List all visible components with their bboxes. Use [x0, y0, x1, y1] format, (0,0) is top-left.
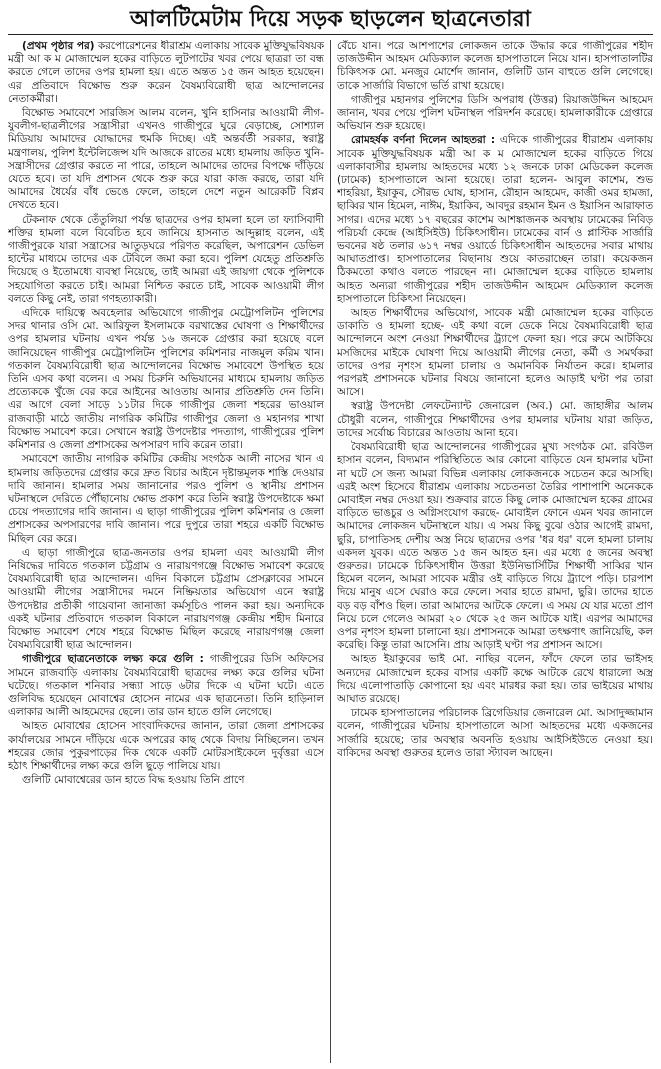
article-paragraph	[337, 707, 653, 760]
paragraph-text: করপোরেশনের ধীরাশ্রম এলাকায় সাবেক মুক্তিযুদ্ধবিষয়ক মন্ত্রী আ ক ম মোজাম্মেল হকের বাড়িতে লুটপাটের খবর পেয়ে ছাত্ররা তা বন্ধ করতে গেলে তাদের ওপর হামলা হয়। এতে অন্তত ১৫ জন আহত হয়েছেন। এর প্রতিবাদে বিক্ষোভ শুরু করেন বৈষম্যবিরোধী ছাত্র আন্দোলনের নেতাকর্মীরা।	[8, 40, 324, 105]
subheading: রোমহর্ষক বর্ণনা দিলেন আহতরা :	[351, 134, 496, 147]
right-column	[337, 40, 653, 1063]
article-paragraph	[337, 134, 653, 306]
paragraph-text: এদিকে গাজীপুরের ধীরাশ্রম এলাকায় সাবেক মুক্তিযুদ্ধবিষয়ক মন্ত্রী আ ক ম মোজাম্মেল হকের বাড়িতে গিয়ে এলাকাবাসীর হামলায় আহতদের মধ্যে ১২ জনকে ঢাকা মেডিকেল কলেজ (ঢামেক) হাসপাতালে আনা হয়েছে। তারা হলেন- আবুল কাশেম, শুভ শাহরিয়া, ইয়াকুব, সৌরভ ঘোষ, হাসান, রৌহান আহমেদ, কাজী ওমর হামজা, ছাব্বির খান হিমেল, নাঈম, ইয়াকিব, আবদুর রহমান ইমন ও ইয়াসিন আরাফাত সাগর। এদের মধ্যে ১৭ বছরের কাশেম আশঙ্কাজনক অবস্থায় ঢামেকের নিবিড় পরিচর্যা কেন্দ্রে (আইসিইউ) চিকিৎসাধীন। ঢামেকের বার্ন ও প্লাস্টিক সার্জারি ভবনের ষষ্ঠ তলার ৬১৭ নম্বর ওয়ার্ডে চিকিৎসাধীন আহতদের সবার মাথায় আঘাতপ্রাপ্ত। হাসপাতালের বিছানায় শুয়ে কাতরাচ্ছেন তারা। কয়েকজন ঠিকমতো কথাও বলতে পারছেন না। মোজাম্মেল হকের বাড়িতে হামলায় আহত অন্যরা গাজীপুরের শহীদ তাজউদ্দীন আহমেদ মেডিক্যাল কলেজ হাসপাতালে চিকিৎসা নিয়েছেন।	[337, 134, 653, 305]
article-paragraph	[337, 40, 653, 93]
article-paragraph	[8, 653, 324, 719]
article-paragraph	[337, 94, 653, 134]
paragraph-text: বৈষম্যবিরোধী ছাত্র আন্দোলনের গাজীপুরের মুখ্য সংগঠক মো. রবিউল হাসান বলেন, বিদ্যমান পরিস্থিতিতে আর কোনো বাড়িতে যেন হামলার ঘটনা না ঘটে সে জন্য আমরা বিভিন্ন এলাকায় লোকজনকে সচেতন করে আসছি। এরই অংশ হিসেবে ধীরাশ্রম এলাকায় সচেতনতা তৈরির পাশাপাশি অনেককে মোবাইল নম্বর দেওয়া হয়। শুক্রবার রাতে কিছু লোক মোজাম্মেল হকের গ্রামের বাড়িতে ভাঙচুর ও অগ্নিসংযোগ করছে- মোবাইল ফোনে এমন খবর জানালে আমাদের লোকজন ঘটনাস্থলে যায়। এ সময় কিছু বুঝে ওঠার আগেই রামদা, ছুরি, চাপাতিসহ দেশীয় অস্ত্র নিয়ে ছাত্রদের ওপর 'ধর ধর' বলে হামলা চালায় একদল যুবক। এতে অন্তত ১৫ জন আহত হন। এর মধ্যে ৫ জনের অবস্থা গুরুতর। ঢামেকে চিকিৎসাধীন উত্তরা ইউনিভার্সিটির শিক্ষার্থী সাব্বির খান হিমেল বলেন, আমরা সাবেক মন্ত্রীর ওই বাড়িতে গিয়ে ট্র্যাপে পড়ি। চারপাশ দিয়ে মানুষ এসে ঘেরাও করে ফেলে। সবার হাতে রামদা, ছুরি। তাদের হাতে বড় বড় বাঁশও ছিল। তারা আমাদের আটকে ফেলে। এ সময় যে যার মতো প্রাণ নিয়ে চলে গেলেও আমরা ২০ থেকে ২৫ জন আটকে যাই। এরপর আমাদের ওপর নৃশংস হামলা চালানো হয়। প্রশাসনকে আমরা তৎক্ষণাৎ জানিয়েছি, কল করেছি। কিন্তু তারা আসেনি। প্রায় আড়াই ঘণ্টা পর প্রশাসন আসে।	[337, 441, 653, 652]
paragraph-text: স্বরাষ্ট্র উপদেষ্টা লেফটেন্যান্ট জেনারেল (অব.) মো. জাহাঙ্গীর আলম চৌধুরী বলেন, গাজীপুরে শিক্ষার্থীদের ওপর হামলার ঘটনায় যারা জড়িত, তাদের সর্বোচ্চ বিচারের আওতায় আনা হবে।	[337, 400, 653, 439]
article-paragraph	[8, 214, 324, 306]
subheading: গাজীপুরে ছাত্রনেতাকে লক্ষ্য করে গুলি :	[22, 653, 204, 666]
paragraph-text: ঢামেক হাসপাতালের পরিচালক ব্রিগেডিয়ার জেনারেল মো. আসাদুজ্জামান বলেন, গাজীপুরের ঘটনায় হাসপাতালে আসা আহতদের মধ্যে একজনের সার্জারি হয়েছে; তার অবস্থার অবনতি হওয়ায় আইসিইউতে নেওয়া হয়। বাকিদের অবস্থা গুরুতর হলেও তারা স্ট্যাবল আছেন।	[337, 707, 653, 759]
paragraph-text: গুলিটি মোবাশ্বেরের ডান হাতে বিদ্ধ হওয়ায় তিনি প্রাণে	[22, 774, 245, 787]
article-paragraph	[8, 40, 324, 106]
column-divider	[330, 40, 331, 1063]
paragraph-text: এ ছাড়া গাজীপুরে ছাত্র-জনতার ওপর হামলা এবং আওয়ামী লীগ নিষিদ্ধের দাবিতে গতকাল চট্টগ্রাম ও নারায়ণগঞ্জে বিক্ষোভ সমাবেশ করেছে বৈষম্যবিরোধী ছাত্র আন্দোলন। এদিন বিকালে চট্টগ্রাম প্রেসক্লাবের সামনে আওয়ামী লীগের সন্ত্রাসীদের দমনে নিষ্ক্রিয়তার অভিযোগ এনে স্বরাষ্ট্র উপদেষ্টার প্রতীকী গায়েবানা জানাজা কর্মসূচিও পালন করা হয়। অন্যদিকে একই ঘটনার প্রতিবাদে গতকাল বিকালে নারায়ণগঞ্জ কেন্দ্রীয় শহীদ মিনারে বিক্ষোভ সমাবেশ শেষে শহরে বিক্ষোভ মিছিল করেছে নারায়ণগঞ্জ জেলা বৈষম্যবিরোধী ছাত্র আন্দোলন।	[8, 546, 324, 652]
paragraph-text: এদিকে দায়িত্বে অবহেলার অভিযোগে গাজীপুর মেট্রোপলিটন পুলিশের সদর থানার ওসি মো. আরিফুল ইসলামকে বরখাস্তের ঘোষণা ও শিক্ষার্থীদের ওপর হামলার ঘটনায় এখন পর্যন্ত ১৬ জনকে গ্রেপ্তার করা হয়েছে বলে জানিয়েছেন গাজীপুর মেট্রোপলিটন পুলিশের কমিশনার নাজমুল করিম খান। গতকাল বৈষম্যবিরোধী ছাত্র আন্দোলনের বিক্ষোভ সমাবেশে উপস্থিত হয়ে তিনি এসব কথা বলেন। এ সময় চিরুনি অভিযানের মাধ্যমে হামলায় জড়িত প্রত্যেককে খুঁজে বের করে আইনের আওতায় আনার প্রতিশ্রুতি দেন তিনি। এর আগে বেলা সাড়ে ১১টার দিকে গাজীপুর জেলা শহরের ভাওয়াল রাজবাড়ী মাঠে জাতীয় নাগরিক কমিটির গাজীপুর জেলা ও মহানগর শাখা বিক্ষোভ সমাবেশ করে। সেখানে স্বরাষ্ট্র উপদেষ্টার পদত্যাগ, গাজীপুরের পুলিশ কমিশনার ও জেলা প্রশাসকের অপসারণ দাবি করেন তারা।	[8, 307, 324, 452]
paragraph-text: টেকনাফ থেকে তেঁতুলিয়া পর্যন্ত ছাত্রদের ওপর হামলা হলে তা ফ্যাসিবাদী শক্তির হামলা বলে বিবেচিত হবে জানিয়ে হাসনাত আব্দুল্লাহ বলেন, এই গাজীপুরকে যারা সন্ত্রাসের আতুড়ঘরে পরিণত করেছিল, অপারেশন ডেভিল হান্টের মাধ্যমে তাদের এক টেবিলে জমা করা হবে। পুলিশ যেহেতু প্রতিশ্রুতি দিয়েছে ও ইতোমধ্যে ব্যবস্থা নিয়েছে, তাই আমরা এই জায়গা থেকে পুলিশকে সহযোগিতা করতে চাই। আমরা নিশ্চিত করতে চাই, সাবেক আওয়ামী লীগ বলতে কিছু নেই, তারা গণহত্যাকারী।	[8, 213, 324, 305]
article-paragraph	[8, 107, 324, 213]
paragraph-text: আহত মোবাশ্বের হোসেন সাংবাদিকদের জানান, তারা জেলা প্রশাসকের কার্যালয়ের সামনে দাঁড়িয়ে একে অপরের কাছ থেকে বিদায় নিচ্ছিলেন। তখন শহরের জোর পুকুরপাড়ের দিক থেকে একটি মোটরসাইকেলে দুর্বৃত্তরা এসে হঠাৎ শিক্ষার্থীদের লক্ষ্য করে গুলি ছুড়ে পালিয়ে যায়।	[8, 720, 324, 772]
paragraph-text: আহত ইয়াকুবের ভাই মো. নাছির বলেন, ফাঁদে ফেলে তার ভাইসহ অন্যদের মোজাম্মেল হকের বাসার একটি কক্ষে আটকে রেখে ধারালো অস্ত্র দিয়ে এলোপাতাড়ি কোপানো হয় এবং মারধর করা হয়। তার ভাইয়ের মাথায় আঘাত রয়েছে।	[337, 653, 653, 705]
article-paragraph	[337, 400, 653, 440]
paragraph-text: গাজীপুরের ডিসি অফিসের সামনে রাজবাড়ি এলাকায় বৈষম্যবিরোধী ছাত্রদের লক্ষ্য করে গুলির ঘটনা ঘটেছে। গতকাল শনিবার সন্ধ্যা সাড়ে ৬টার দিকে এ ঘটনা ঘটে। এতে গুলিবিদ্ধ হয়েছেন মোবাশ্বের হোসেন নামের এক ছাত্রনেতা। তিনি হাড়িনাল এলাকার আলী আহমেদের ছেলে। তার ডান হাতে গুলি লেগেছে।	[8, 653, 324, 719]
article-paragraph	[8, 307, 324, 452]
article-paragraph	[8, 720, 324, 773]
left-column	[8, 40, 324, 1063]
article-paragraph	[337, 441, 653, 652]
article-paragraph	[8, 774, 324, 787]
paragraph-text: বিক্ষোভ সমাবেশে সারজিস আলম বলেন, খুনি হাসিনার আওয়ামী লীগ-যুবলীগ-ছাত্রলীগের সন্ত্রাসীরা এখনও গাজীপুরে ঘুরে বেড়াচ্ছে, সোশ্যাল মিডিয়ায় আমাদের যোদ্ধাদের হুমকি দিচ্ছে। এই অন্তর্বর্তী সরকার, স্বরাষ্ট্র মন্ত্রণালয়, পুলিশ ইন্টেলিজেন্স যদি আজকে রাতের মধ্যে হামলায় জড়িত খুনি-সন্ত্রাসীদের গ্রেপ্তার করতে না পারে, তাহলে আমাদের তাদের বিপক্ষে দাঁড়িয়ে যেতে হবে। তা যদি প্রশাসন থেকে শুরু করে যারা কাজ করছে, তারা যদি আমাদের ধৈর্যের বাঁধ ভেঙে ফেলে, তাহলে দেশে নতুন আরেকটি বিপ্লব দেখতে হবে।	[8, 107, 324, 212]
paragraph-text: আহত শিক্ষার্থীদের অভিযোগ, সাবেক মন্ত্রী মোজাম্মেল হকের বাড়িতে ডাকাতি ও হামলা হচ্ছে- এই কথা বলে ডেকে নিয়ে বৈষম্যবিরোধী ছাত্র আন্দোলনে অংশ নেওয়া শিক্ষার্থীদের ট্র্যাপে ফেলা হয়। পরে রুমে আটকিয়ে মসজিদের মাইকে ঘোষণা দিয়ে আওয়ামী লীগের নেতা, কর্মী ও সমর্থকরা তাদের ওপর নৃশংস হামলা চালায় ও অমানবিক নির্যাতন করে। হামলার পরপরই প্রশাসনকে ঘটনার বিষয়ে জানানো হলেও আড়াই ঘণ্টা পর তারা আসে।	[337, 307, 653, 399]
headline: আলটিমেটাম দিয়ে সড়ক ছাড়লেন ছাত্রনেতারা	[8, 4, 653, 35]
article-paragraph	[337, 653, 653, 706]
paragraph-text: বেঁচে যান। পরে আশপাশের লোকজন তাকে উদ্ধার করে গাজীপুরের শহীদ তাজউদ্দীন আহমদ মেডিক্যাল কলেজ হাসপাতালে নিয়ে যান। হাসপাতালটির চিকিৎসক মো. মনজুর মোর্শেদ জানান, গুলিটি ডান বাহুতে গুলি লেগেছে। তাকে সার্জারি বিভাগে ভর্তি রাখা হয়েছে।	[337, 40, 653, 92]
article-paragraph	[8, 453, 324, 545]
continuation-marker: (প্রথম পৃষ্ঠার পর)	[22, 40, 95, 52]
paragraph-text: গাজীপুর মহানগর পুলিশের ডিসি অপরাধ (উত্তর) রিয়াজউদ্দিন আহমেদ জানান, খবর পেয়ে পুলিশ ঘটনাস্থল পরিদর্শন করেছে। হামলাকারীকে গ্রেপ্তারে অভিযান শুরু হয়েছে।	[337, 93, 653, 133]
paragraph-text: সমাবেশে জাতীয় নাগরিক কমিটির কেন্দ্রীয় সংগঠক আলী নাসের খান এ হামলায় জড়িতদের গ্রেপ্তার করে দ্রুত বিচার আইনে দৃষ্টান্তমূলক শাস্তি দেওয়ার দাবি জানান। হামলার সময় জানানোর পরও পুলিশ ও স্থানীয় প্রশাসন ঘটনাস্থলে দেরিতে পৌঁছানোয় ক্ষোভ প্রকাশ করে তিনি স্বরাষ্ট্র উপদেষ্টাকে ক্ষমা চেয়ে পদত্যাগের দাবি জানান। এ ছাড়া গাজীপুরের পুলিশ কমিশনার ও জেলা প্রশাসকের অপসারণের দাবি জানান। পরে দুপুরে তারা শহরে একটি বিক্ষোভ মিছিল বের করে।	[8, 453, 324, 545]
article-paragraph	[8, 547, 324, 653]
article-paragraph	[337, 307, 653, 399]
